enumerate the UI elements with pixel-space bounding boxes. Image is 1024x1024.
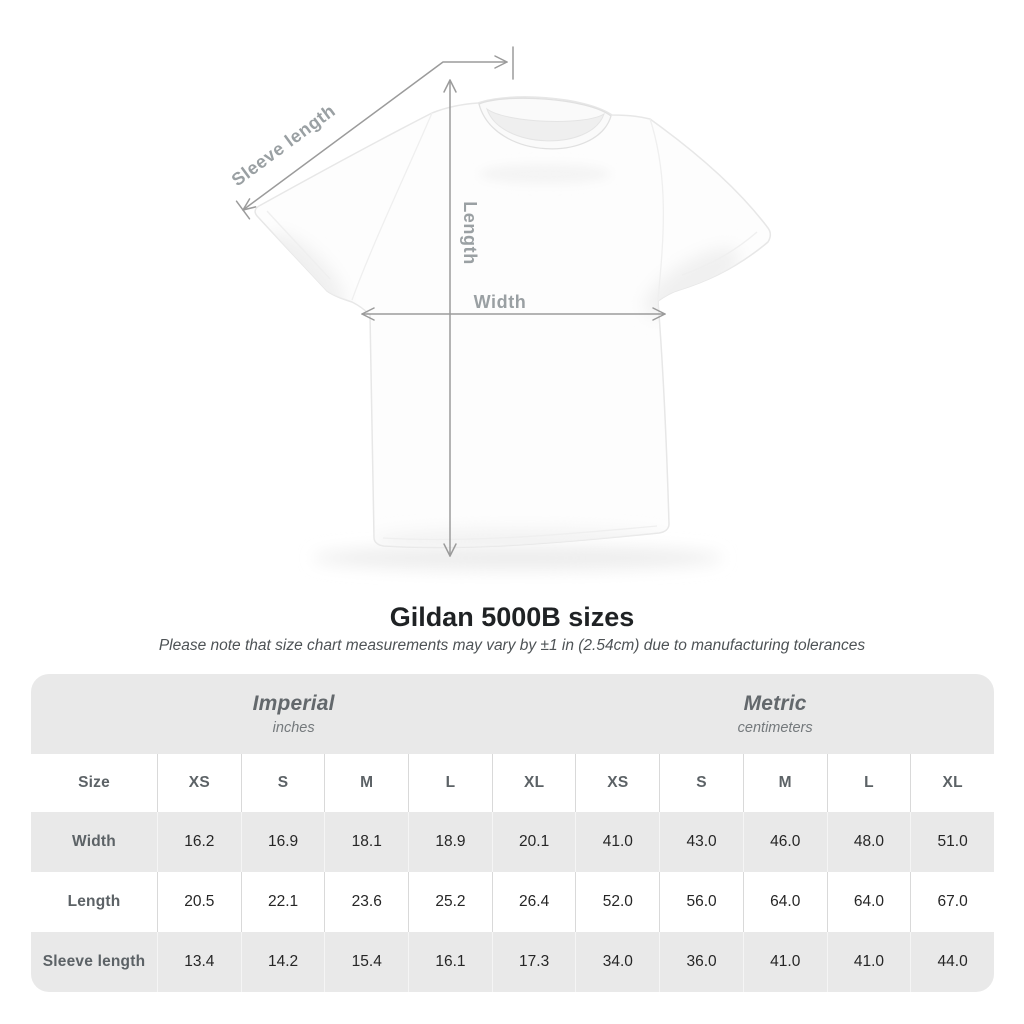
- table-cell: 13.4: [157, 932, 241, 992]
- tshirt-graphic: [254, 97, 770, 553]
- size-header: Size: [31, 754, 157, 812]
- table-cell: 52.0: [575, 872, 659, 932]
- shirt-floor-shadow: [313, 546, 723, 570]
- table-cell: 41.0: [575, 812, 659, 872]
- table-cell: 51.0: [910, 812, 994, 872]
- table-cell: 41.0: [743, 932, 827, 992]
- col-header-metric-m: M: [743, 754, 827, 812]
- col-header-metric-l: L: [827, 754, 911, 812]
- table-row-size-header: [31, 754, 994, 812]
- tolerance-note: Please note that size chart measurements may vary by ±1 in (2.54cm) due to manufacturing tolerances: [158, 637, 866, 654]
- table-cell: 34.0: [575, 932, 659, 992]
- col-header-imperial-m: M: [324, 754, 408, 812]
- table-cell: 15.4: [324, 932, 408, 992]
- table-cell: 64.0: [827, 872, 911, 932]
- table-cell: 26.4: [492, 872, 576, 932]
- imperial-label: Imperial: [252, 692, 335, 715]
- table-cell: 67.0: [910, 872, 994, 932]
- table-cell: 23.6: [324, 872, 408, 932]
- col-header-imperial-l: L: [408, 754, 492, 812]
- table-cell: 48.0: [827, 812, 911, 872]
- table-cell: 22.1: [241, 872, 325, 932]
- table-cell: 46.0: [743, 812, 827, 872]
- imperial-section-header: [31, 674, 556, 754]
- metric-label: Metric: [743, 692, 807, 715]
- sleeve-length-label: Sleeve length: [227, 100, 340, 191]
- size-table: [31, 674, 994, 992]
- table-cell: 14.2: [241, 932, 325, 992]
- table-row-length: [31, 872, 994, 932]
- width-label: Width: [473, 292, 527, 312]
- table-cell: 56.0: [659, 872, 743, 932]
- table-cell: 64.0: [743, 872, 827, 932]
- heading: [0, 602, 1024, 658]
- page-title: Gildan 5000B sizes: [389, 602, 635, 632]
- col-header-metric-s: S: [659, 754, 743, 812]
- table-row-sleeve-length: [31, 932, 994, 992]
- table-cell: 20.1: [492, 812, 576, 872]
- row-label: Sleeve length: [31, 932, 157, 992]
- table-cell: 18.9: [408, 812, 492, 872]
- metric-section-header: [556, 674, 994, 754]
- table-cell: 16.9: [241, 812, 325, 872]
- col-header-imperial-xs: XS: [157, 754, 241, 812]
- table-cell: 16.1: [408, 932, 492, 992]
- table-cell: 18.1: [324, 812, 408, 872]
- table-row-width: [31, 812, 994, 872]
- table-cell: 44.0: [910, 932, 994, 992]
- imperial-unit: inches: [272, 720, 315, 736]
- metric-unit: centimeters: [737, 720, 813, 736]
- table-cell: 36.0: [659, 932, 743, 992]
- col-header-imperial-s: S: [241, 754, 325, 812]
- table-cell: 25.2: [408, 872, 492, 932]
- row-label: Length: [31, 872, 157, 932]
- table-cell: 20.5: [157, 872, 241, 932]
- col-header-imperial-xl: XL: [492, 754, 576, 812]
- table-cell: 16.2: [157, 812, 241, 872]
- table-cell: 43.0: [659, 812, 743, 872]
- table-cell: 41.0: [827, 932, 911, 992]
- table-header-band: [31, 674, 994, 754]
- table-cell: 17.3: [492, 932, 576, 992]
- row-label: Width: [31, 812, 157, 872]
- col-header-metric-xl: XL: [910, 754, 994, 812]
- length-label: Length: [460, 201, 480, 265]
- col-header-metric-xs: XS: [575, 754, 659, 812]
